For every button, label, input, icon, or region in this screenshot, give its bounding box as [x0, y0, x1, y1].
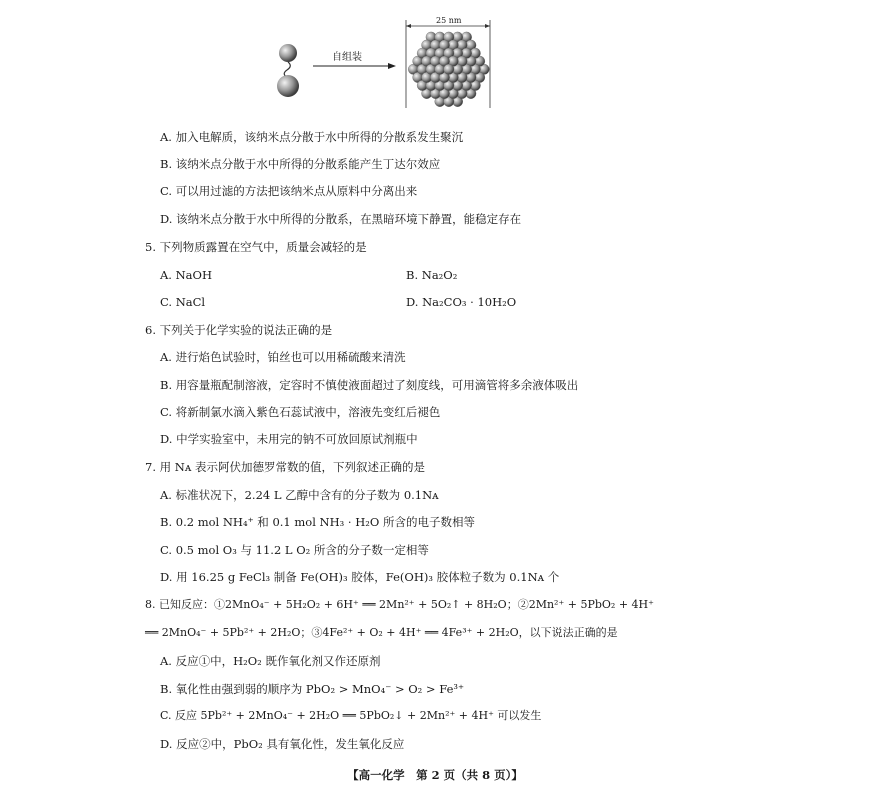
- q8-option-d: D. 反应②中，PbO₂ 具有氧化性，发生氧化反应: [160, 737, 405, 751]
- q5-option-a: A. NaOH: [160, 268, 212, 282]
- q6-option-c: C. 将新制氯水滴入紫色石蕊试液中，溶液先变红后褪色: [160, 405, 441, 419]
- q7-option-b: B. 0.2 mol NH₄⁺ 和 0.1 mol NH₃ · H₂O 所含的电子数相等: [160, 515, 475, 529]
- q6-option-d: D. 中学实验室中，未用完的钠不可放回原试剂瓶中: [160, 432, 418, 446]
- q7-option-a: A. 标准状况下，2.24 L 乙醇中含有的分子数为 0.1Nᴀ: [160, 488, 439, 502]
- q6-stem: 6. 下列关于化学实验的说法正确的是: [145, 323, 333, 337]
- q7-option-d: D. 用 16.25 g FeCl₃ 制备 Fe(OH)₃ 胶体，Fe(OH)₃ 胶体粒子数为 0.1Nᴀ 个: [160, 570, 560, 584]
- page-footer: 【高一化学 第 2 页（共 8 页）】: [347, 768, 523, 782]
- q6-option-b: B. 用容量瓶配制溶液，定容时不慎使液面超过了刻度线，可用滴管将多余液体吸出: [160, 378, 579, 392]
- q6-option-a: A. 进行焰色试验时，铂丝也可以用稀硫酸来清洗: [160, 350, 406, 364]
- q5-option-c: C. NaCl: [160, 295, 206, 309]
- q8-option-b: B. 氧化性由强到弱的顺序为 PbO₂ > MnO₄⁻ > O₂ > Fe³⁺: [160, 682, 465, 696]
- q5-option-b: B. Na₂O₂: [406, 268, 458, 282]
- q7-option-c: C. 0.5 mol O₃ 与 11.2 L O₂ 所含的分子数一定相等: [160, 543, 429, 557]
- q5-option-d: D. Na₂CO₃ · 10H₂O: [406, 295, 517, 309]
- q4-option-b: B. 该纳米点分散于水中所得的分散系能产生丁达尔效应: [160, 157, 441, 171]
- nanosphere-ball: [444, 64, 454, 74]
- q8-stem-line1: 8. 已知反应：①2MnO₄⁻ + 5H₂O₂ + 6H⁺ ══ 2Mn²⁺ + 5O₂↑ + 8H₂O；②2Mn²⁺ + 5PbO₂ + 4H⁺: [145, 598, 654, 611]
- self-assembly-figure: [260, 12, 500, 112]
- arrow-label: 自组装: [332, 52, 362, 63]
- molecule-icon: [277, 44, 299, 97]
- nanosphere-image: [408, 32, 489, 107]
- q7-stem: 7. 用 Nᴀ 表示阿伏加德罗常数的值，下列叙述正确的是: [145, 460, 425, 474]
- q8-stem-line2: ══ 2MnO₄⁻ + 5Pb²⁺ + 2H₂O；③4Fe²⁺ + O₂ + 4H⁺ ══ 4Fe³⁺ + 2H₂O，以下说法正确的是: [145, 626, 618, 639]
- q5-stem: 5. 下列物质露置在空气中，质量会减轻的是: [145, 240, 367, 254]
- q8-option-c: C. 反应 5Pb²⁺ + 2MnO₄⁻ + 2H₂O ══ 5PbO₂↓ + 2Mn²⁺ + 4H⁺ 可以发生: [160, 709, 542, 722]
- scale-label: 25 nm: [436, 16, 462, 25]
- q8-option-a: A. 反应①中，H₂O₂ 既作氧化剂又作还原剂: [160, 654, 381, 668]
- q4-option-d: D. 该纳米点分散于水中所得的分散系，在黑暗环境下静置，能稳定存在: [160, 212, 522, 226]
- q4-option-c: C. 可以用过滤的方法把该纳米点从原料中分离出来: [160, 184, 418, 198]
- q4-option-a: A. 加入电解质，该纳米点分散于水中所得的分散系发生聚沉: [160, 130, 464, 144]
